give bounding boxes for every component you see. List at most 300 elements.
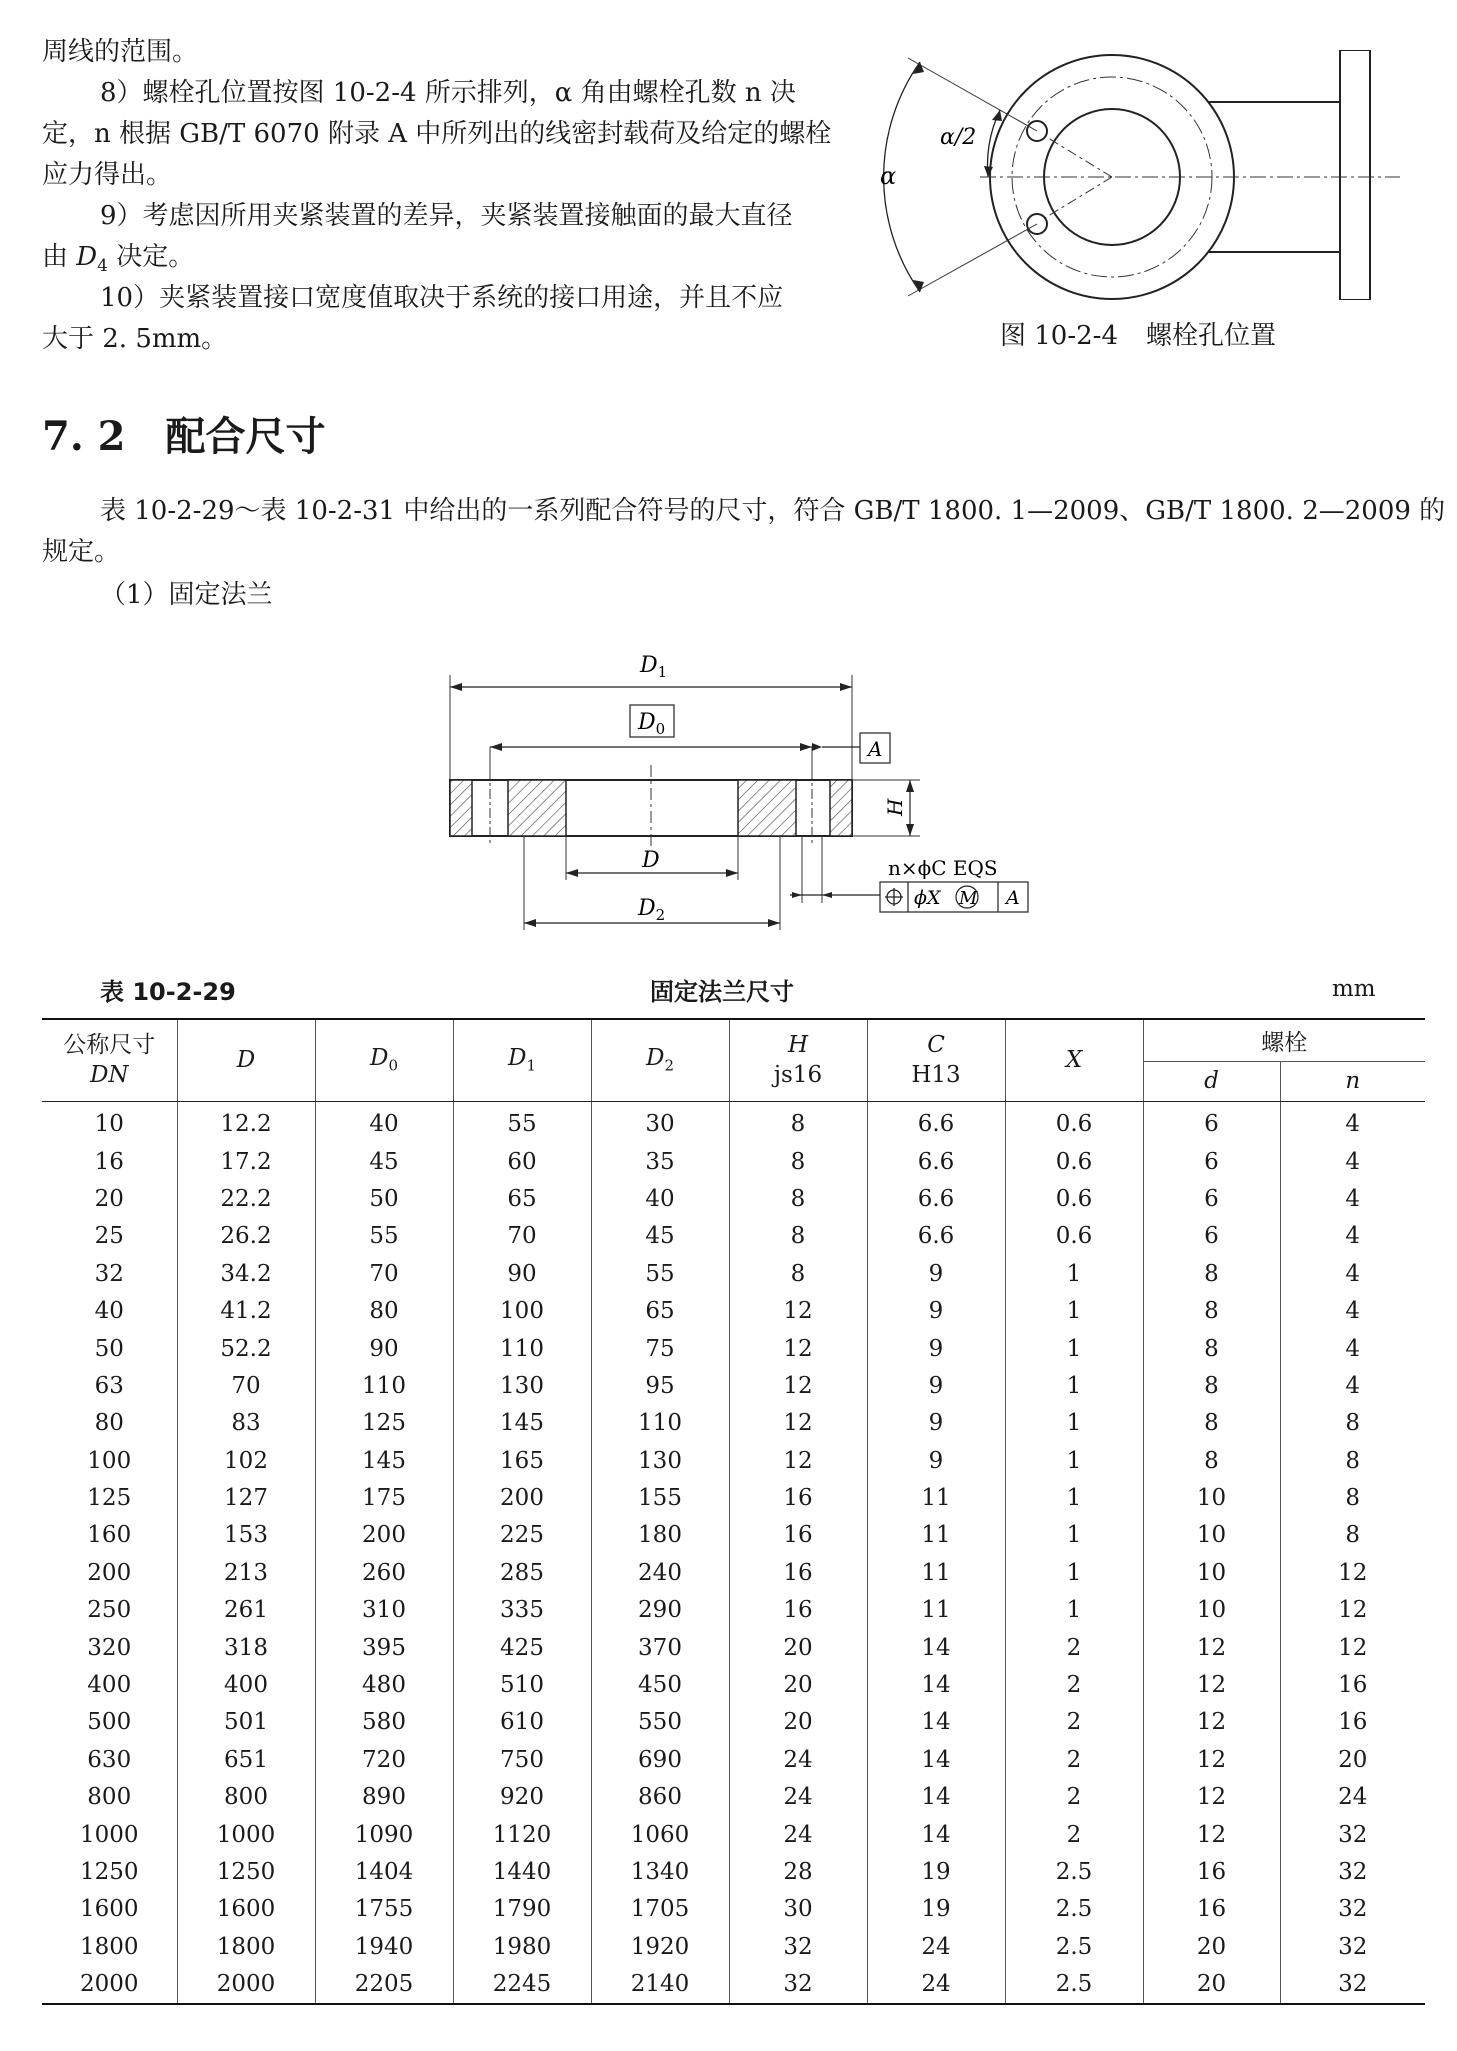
table-title: 固定法兰尺寸 — [650, 978, 794, 1006]
table-cell: 1060 — [591, 1816, 729, 1853]
table-cell: 20 — [42, 1180, 177, 1217]
table-cell: 100 — [42, 1442, 177, 1479]
table-cell: 125 — [42, 1479, 177, 1516]
subheading-fixed-flange: （1）固定法兰 — [100, 580, 273, 610]
table-cell: 90 — [315, 1330, 453, 1367]
table-cell: 32 — [1280, 1891, 1425, 1928]
d0-label: $D_0$ — [638, 710, 666, 738]
table-cell: 65 — [591, 1292, 729, 1329]
table-cell: 200 — [42, 1554, 177, 1591]
table-cell: 395 — [315, 1629, 453, 1666]
table-cell: 40 — [315, 1101, 453, 1143]
table-cell: 90 — [453, 1255, 591, 1292]
header-c: C H13 — [867, 1019, 1005, 1101]
table-cell: 110 — [453, 1330, 591, 1367]
table-cell: 4 — [1280, 1218, 1425, 1255]
table-cell: 200 — [315, 1517, 453, 1554]
table-cell: 1 — [1005, 1554, 1143, 1591]
header-x: X — [1005, 1019, 1143, 1101]
table-cell: 1600 — [177, 1891, 315, 1928]
table-cell: 6.6 — [867, 1101, 1005, 1143]
table-cell: 80 — [42, 1405, 177, 1442]
header-d: D — [177, 1019, 315, 1101]
table-cell: 6.6 — [867, 1218, 1005, 1255]
table-cell: 20 — [729, 1666, 867, 1703]
table-body — [42, 1101, 1425, 2004]
table-cell: 12.2 — [177, 1101, 315, 1143]
table-cell: 2 — [1005, 1741, 1143, 1778]
table-cell: 8 — [1143, 1405, 1280, 1442]
header-d2: $D_2$ — [591, 1019, 729, 1101]
table-cell: 65 — [453, 1180, 591, 1217]
table-cell: 2 — [1005, 1816, 1143, 1853]
table-cell: 145 — [453, 1405, 591, 1442]
table-cell: 1000 — [177, 1816, 315, 1853]
table-cell: 24 — [729, 1779, 867, 1816]
table-cell: 24 — [1280, 1779, 1425, 1816]
table-cell: 4 — [1280, 1367, 1425, 1404]
table-cell: 9 — [867, 1367, 1005, 1404]
table-cell: 9 — [867, 1255, 1005, 1292]
table-row — [42, 1367, 1425, 1404]
table-cell: 17.2 — [177, 1143, 315, 1180]
table-cell: 16 — [729, 1517, 867, 1554]
table-cell: 19 — [867, 1891, 1005, 1928]
table-cell: 12 — [1143, 1816, 1280, 1853]
table-cell: 52.2 — [177, 1330, 315, 1367]
table-cell: 175 — [315, 1479, 453, 1516]
table-cell: 0.6 — [1005, 1101, 1143, 1143]
table-cell: 9 — [867, 1442, 1005, 1479]
table-cell: 1090 — [315, 1816, 453, 1853]
table-cell: 0.6 — [1005, 1180, 1143, 1217]
table-cell: 10 — [1143, 1592, 1280, 1629]
table-cell: 12 — [1280, 1629, 1425, 1666]
table-row — [42, 1517, 1425, 1554]
table-cell: 2205 — [315, 1965, 453, 2003]
table-cell: 28 — [729, 1853, 867, 1890]
table-row — [42, 1479, 1425, 1516]
table-cell: 8 — [1143, 1292, 1280, 1329]
table-cell: 1980 — [453, 1928, 591, 1965]
table-cell: 16 — [729, 1592, 867, 1629]
table-cell: 16 — [1143, 1853, 1280, 1890]
table-cell: 32 — [1280, 1965, 1425, 2003]
tolerance-datum: A — [1006, 887, 1020, 909]
table-cell: 10 — [1143, 1517, 1280, 1554]
table-cell: 400 — [177, 1666, 315, 1703]
table-cell: 335 — [453, 1592, 591, 1629]
table-cell: 1 — [1005, 1405, 1143, 1442]
section-title: 7. 2 配合尺寸 — [42, 413, 326, 460]
table-cell: 580 — [315, 1704, 453, 1741]
table-row — [42, 1891, 1425, 1928]
table-cell: 450 — [591, 1666, 729, 1703]
table-cell: 45 — [315, 1143, 453, 1180]
table-cell: 180 — [591, 1517, 729, 1554]
table-cell: 320 — [42, 1629, 177, 1666]
table-cell: 50 — [315, 1180, 453, 1217]
table-row — [42, 1928, 1425, 1965]
table-row — [42, 1965, 1425, 2003]
alpha-label: α — [880, 162, 897, 190]
table-cell: 8 — [729, 1180, 867, 1217]
table-cell: 1 — [1005, 1292, 1143, 1329]
table-cell: 10 — [1143, 1479, 1280, 1516]
table-unit: mm — [1332, 976, 1376, 1002]
table-cell: 1 — [1005, 1255, 1143, 1292]
table-cell: 4 — [1280, 1292, 1425, 1329]
table-cell: 95 — [591, 1367, 729, 1404]
table-cell: 285 — [453, 1554, 591, 1591]
table-cell: 6.6 — [867, 1180, 1005, 1217]
table-number: 表 10-2-29 — [100, 978, 236, 1006]
table-cell: 1 — [1005, 1592, 1143, 1629]
fixed-flange-drawing — [440, 645, 1060, 940]
table-cell: 800 — [177, 1779, 315, 1816]
table-row — [42, 1554, 1425, 1591]
table-row — [42, 1405, 1425, 1442]
table-cell: 110 — [591, 1405, 729, 1442]
table-cell: 35 — [591, 1143, 729, 1180]
table-cell: 14 — [867, 1666, 1005, 1703]
table-cell: 1600 — [42, 1891, 177, 1928]
table-cell: 8 — [1143, 1442, 1280, 1479]
mmc-symbol: M — [959, 888, 978, 909]
table-cell: 1250 — [177, 1853, 315, 1890]
table-row — [42, 1330, 1425, 1367]
table-cell: 40 — [591, 1180, 729, 1217]
table-cell: 260 — [315, 1554, 453, 1591]
table-cell: 11 — [867, 1554, 1005, 1591]
item-9-line-1: 9）考虑因所用夹紧装置的差异，夹紧装置接触面的最大直径 — [100, 201, 793, 231]
table-cell: 1800 — [177, 1928, 315, 1965]
table-cell: 12 — [1143, 1629, 1280, 1666]
table-cell: 2.5 — [1005, 1853, 1143, 1890]
table-cell: 34.2 — [177, 1255, 315, 1292]
table-cell: 0.6 — [1005, 1218, 1143, 1255]
table-cell: 127 — [177, 1479, 315, 1516]
figure-caption: 图 10-2-4 螺栓孔位置 — [1000, 321, 1277, 351]
bolt-hole-position-figure — [880, 50, 1420, 300]
table-cell: 22.2 — [177, 1180, 315, 1217]
table-cell: 2.5 — [1005, 1965, 1143, 2003]
table-cell: 16 — [1280, 1666, 1425, 1703]
fixed-flange-dimensions-table — [42, 1018, 1425, 2005]
table-cell: 510 — [453, 1666, 591, 1703]
table-cell: 55 — [453, 1101, 591, 1143]
table-cell: 720 — [315, 1741, 453, 1778]
item-8-line-1: 8）螺栓孔位置按图 10-2-4 所示排列，α 角由螺栓孔数 n 决 — [100, 78, 796, 108]
table-cell: 310 — [315, 1592, 453, 1629]
holes-callout: n×ϕC EQS — [888, 856, 998, 880]
table-cell: 8 — [1143, 1255, 1280, 1292]
table-cell: 11 — [867, 1517, 1005, 1554]
table-cell: 8 — [1280, 1442, 1425, 1479]
table-cell: 425 — [453, 1629, 591, 1666]
header-bolt-d: d — [1143, 1061, 1280, 1101]
table-cell: 501 — [177, 1704, 315, 1741]
table-cell: 24 — [729, 1816, 867, 1853]
table-cell: 318 — [177, 1629, 315, 1666]
alpha-half-label: α/2 — [940, 125, 977, 150]
table-cell: 41.2 — [177, 1292, 315, 1329]
intro-line-1: 表 10-2-29～表 10-2-31 中给出的一系列配合符号的尺寸，符合 GB/T 1800. 1—2009、GB/T 1800. 2—2009 的 — [100, 496, 1446, 526]
table-cell: 630 — [42, 1741, 177, 1778]
item-10-line-2: 大于 2. 5mm。 — [42, 324, 228, 354]
table-cell: 6 — [1143, 1218, 1280, 1255]
table-cell: 153 — [177, 1517, 315, 1554]
table-cell: 8 — [729, 1255, 867, 1292]
table-cell: 500 — [42, 1704, 177, 1741]
h-label: H — [883, 798, 907, 816]
table-cell: 130 — [453, 1367, 591, 1404]
table-cell: 800 — [42, 1779, 177, 1816]
table-cell: 610 — [453, 1704, 591, 1741]
table-cell: 25 — [42, 1218, 177, 1255]
item-8-line-2: 定，n 根据 GB/T 6070 附录 A 中所列出的线密封载荷及给定的螺栓 — [42, 119, 832, 149]
table-cell: 70 — [453, 1218, 591, 1255]
table-cell: 261 — [177, 1592, 315, 1629]
table-cell: 26.2 — [177, 1218, 315, 1255]
table-row — [42, 1592, 1425, 1629]
table-cell: 6 — [1143, 1143, 1280, 1180]
header-bolt-n: n — [1280, 1061, 1425, 1101]
table-cell: 1755 — [315, 1891, 453, 1928]
table-cell: 20 — [1143, 1928, 1280, 1965]
table-cell: 4 — [1280, 1101, 1425, 1143]
table-cell: 12 — [1143, 1666, 1280, 1703]
table-cell: 12 — [1280, 1554, 1425, 1591]
table-cell: 14 — [867, 1779, 1005, 1816]
table-cell: 102 — [177, 1442, 315, 1479]
table-cell: 1000 — [42, 1816, 177, 1853]
table-cell: 2000 — [177, 1965, 315, 2003]
header-dn: 公称尺寸 DN — [42, 1019, 177, 1101]
table-cell: 2 — [1005, 1704, 1143, 1741]
table-cell: 145 — [315, 1442, 453, 1479]
table-cell: 6 — [1143, 1180, 1280, 1217]
table-cell: 480 — [315, 1666, 453, 1703]
table-cell: 50 — [42, 1330, 177, 1367]
table-cell: 160 — [42, 1517, 177, 1554]
table-cell: 16 — [1143, 1891, 1280, 1928]
table-cell: 4 — [1280, 1180, 1425, 1217]
table-cell: 20 — [729, 1629, 867, 1666]
table-cell: 2.5 — [1005, 1928, 1143, 1965]
table-cell: 11 — [867, 1479, 1005, 1516]
table-cell: 20 — [1280, 1741, 1425, 1778]
table-cell: 12 — [729, 1292, 867, 1329]
table-cell: 16 — [729, 1479, 867, 1516]
table-cell: 14 — [867, 1629, 1005, 1666]
table-cell: 2 — [1005, 1666, 1143, 1703]
table-row — [42, 1143, 1425, 1180]
table-cell: 63 — [42, 1367, 177, 1404]
table-cell: 12 — [729, 1405, 867, 1442]
table-row — [42, 1292, 1425, 1329]
table-cell: 8 — [729, 1218, 867, 1255]
table-cell: 8 — [1280, 1517, 1425, 1554]
table-cell: 16 — [42, 1143, 177, 1180]
table-cell: 10 — [42, 1101, 177, 1143]
table-cell: 110 — [315, 1367, 453, 1404]
table-cell: 213 — [177, 1554, 315, 1591]
table-cell: 70 — [315, 1255, 453, 1292]
table-row — [42, 1255, 1425, 1292]
table-cell: 32 — [1280, 1928, 1425, 1965]
table-cell: 8 — [729, 1143, 867, 1180]
table-cell: 32 — [729, 1965, 867, 2003]
table-cell: 14 — [867, 1816, 1005, 1853]
table-cell: 100 — [453, 1292, 591, 1329]
table-cell: 20 — [729, 1704, 867, 1741]
table-cell: 165 — [453, 1442, 591, 1479]
table-cell: 4 — [1280, 1255, 1425, 1292]
table-cell: 12 — [1143, 1779, 1280, 1816]
table-cell: 690 — [591, 1741, 729, 1778]
table-cell: 290 — [591, 1592, 729, 1629]
table-cell: 55 — [591, 1255, 729, 1292]
table-cell: 14 — [867, 1741, 1005, 1778]
table-cell: 32 — [42, 1255, 177, 1292]
table-cell: 2245 — [453, 1965, 591, 2003]
table-cell: 70 — [177, 1367, 315, 1404]
table-cell: 1920 — [591, 1928, 729, 1965]
table-cell: 750 — [453, 1741, 591, 1778]
table-cell: 2000 — [42, 1965, 177, 2003]
table-cell: 1120 — [453, 1816, 591, 1853]
table-cell: 1790 — [453, 1891, 591, 1928]
table-cell: 24 — [867, 1965, 1005, 2003]
table-cell: 4 — [1280, 1143, 1425, 1180]
table-cell: 240 — [591, 1554, 729, 1591]
table-cell: 12 — [1280, 1592, 1425, 1629]
item-8-line-3: 应力得出。 — [42, 160, 173, 190]
table-cell: 14 — [867, 1704, 1005, 1741]
table-cell: 1 — [1005, 1442, 1143, 1479]
item-10-line-1: 10）夹紧装置接口宽度值取决于系统的接口用途，并且不应 — [100, 283, 784, 313]
table-row — [42, 1816, 1425, 1853]
table-cell: 2 — [1005, 1779, 1143, 1816]
table-cell: 80 — [315, 1292, 453, 1329]
table-cell: 1440 — [453, 1853, 591, 1890]
table-row — [42, 1180, 1425, 1217]
table-row — [42, 1666, 1425, 1703]
datum-a-label: A — [868, 737, 883, 761]
table-row — [42, 1218, 1425, 1255]
table-cell: 40 — [42, 1292, 177, 1329]
table-row — [42, 1704, 1425, 1741]
table-cell: 55 — [315, 1218, 453, 1255]
table-cell: 1404 — [315, 1853, 453, 1890]
table-cell: 1800 — [42, 1928, 177, 1965]
table-cell: 920 — [453, 1779, 591, 1816]
table-cell: 8 — [729, 1101, 867, 1143]
table-cell: 1 — [1005, 1330, 1143, 1367]
d2-label: $D_2$ — [638, 896, 666, 924]
table-cell: 2 — [1005, 1629, 1143, 1666]
table-cell: 8 — [1280, 1479, 1425, 1516]
table-cell: 8 — [1280, 1405, 1425, 1442]
table-cell: 1 — [1005, 1517, 1143, 1554]
intro-line-2: 规定。 — [42, 537, 121, 567]
table-cell: 2.5 — [1005, 1891, 1143, 1928]
table-row — [42, 1779, 1425, 1816]
table-cell: 9 — [867, 1292, 1005, 1329]
table-cell: 155 — [591, 1479, 729, 1516]
d1-label: $D_1$ — [640, 653, 668, 681]
table-cell: 45 — [591, 1218, 729, 1255]
table-row — [42, 1741, 1425, 1778]
table-cell: 83 — [177, 1405, 315, 1442]
table-cell: 12 — [729, 1442, 867, 1479]
header-d1: $D_1$ — [453, 1019, 591, 1101]
table-row — [42, 1853, 1425, 1890]
table-cell: 400 — [42, 1666, 177, 1703]
table-cell: 651 — [177, 1741, 315, 1778]
table-cell: 1 — [1005, 1367, 1143, 1404]
table-cell: 8 — [1143, 1367, 1280, 1404]
table-cell: 225 — [453, 1517, 591, 1554]
tolerance-x: ϕX — [914, 887, 941, 909]
table-cell: 6 — [1143, 1101, 1280, 1143]
text-line-1: 周线的范围。 — [42, 37, 199, 67]
table-cell: 75 — [591, 1330, 729, 1367]
table-cell: 130 — [591, 1442, 729, 1479]
table-cell: 11 — [867, 1592, 1005, 1629]
table-cell: 12 — [729, 1330, 867, 1367]
table-cell: 30 — [591, 1101, 729, 1143]
table-cell: 4 — [1280, 1330, 1425, 1367]
table-cell: 125 — [315, 1405, 453, 1442]
table-cell: 24 — [729, 1741, 867, 1778]
table-cell: 10 — [1143, 1554, 1280, 1591]
item-9-line-2: 由 $D_4$ 决定。 — [42, 242, 195, 277]
table-cell: 32 — [729, 1928, 867, 1965]
table-cell: 860 — [591, 1779, 729, 1816]
table-cell: 8 — [1143, 1330, 1280, 1367]
table-cell: 24 — [867, 1928, 1005, 1965]
table-cell: 1 — [1005, 1479, 1143, 1516]
table-cell: 1250 — [42, 1853, 177, 1890]
table-cell: 9 — [867, 1330, 1005, 1367]
table-cell: 12 — [1143, 1704, 1280, 1741]
table-cell: 16 — [729, 1554, 867, 1591]
table-cell: 9 — [867, 1405, 1005, 1442]
table-cell: 1940 — [315, 1928, 453, 1965]
table-cell: 16 — [1280, 1704, 1425, 1741]
table-cell: 0.6 — [1005, 1143, 1143, 1180]
table-cell: 6.6 — [867, 1143, 1005, 1180]
table-row — [42, 1629, 1425, 1666]
table-cell: 19 — [867, 1853, 1005, 1890]
table-cell: 1340 — [591, 1853, 729, 1890]
table-row — [42, 1442, 1425, 1479]
header-bolt: 螺栓 — [1143, 1019, 1425, 1061]
table-row — [42, 1101, 1425, 1143]
table-cell: 12 — [1143, 1741, 1280, 1778]
table-cell: 20 — [1143, 1965, 1280, 2003]
table-cell: 32 — [1280, 1853, 1425, 1890]
table-cell: 32 — [1280, 1816, 1425, 1853]
d-label: D — [642, 848, 660, 873]
table-cell: 1705 — [591, 1891, 729, 1928]
table-cell: 890 — [315, 1779, 453, 1816]
table-cell: 60 — [453, 1143, 591, 1180]
table-cell: 30 — [729, 1891, 867, 1928]
table-cell: 200 — [453, 1479, 591, 1516]
